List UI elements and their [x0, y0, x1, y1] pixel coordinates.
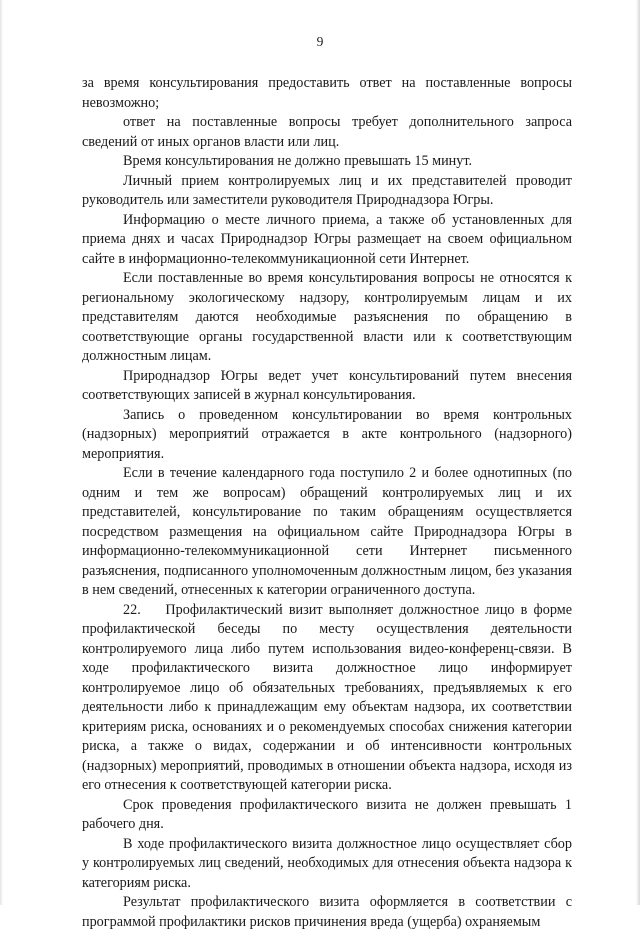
page-number: 9	[316, 34, 324, 49]
paragraph: Личный прием контролируемых лиц и их представителей проводит руководитель или заместители руководителя Природнадзора Югры.	[82, 172, 572, 208]
paragraph: Информацию о месте личного приема, а также об установленных для приема днях и часах Природнадзор Югры размещает на своем официальном сайте в информационно-телекоммуникационной сети Интернет.	[82, 211, 572, 267]
paragraph: за время консультирования предоставить ответ на поставленные вопросы невозможно;	[82, 75, 572, 111]
paragraph: 22. Профилактический визит выполняет должностное лицо в форме профилактической беседы по месту осуществления деятельности контролируемого лица либо путем использования видео-конференц-связи. В ходе профилактического визита должностное лицо информирует контролируемое лицо об обязательных требованиях, предъявляемых к его деятельности либо к принадлежащим ему объектам надзора, их соответствии критериям риска, основаниях и о рекомендуемых способах снижения категории риска, а также о видах, содержании и об интенсивности контрольных (надзорных) мероприятий, проводимых в отношении объекта надзора, исходя из его отнесения к соответствующей категории риска.	[82, 601, 576, 793]
paragraph: Запись о проведенном консультировании во время контрольных (надзорных) мероприятий отражается в акте контрольного (надзорного) мероприятия.	[82, 406, 572, 462]
paragraph: Срок проведения профилактического визита не должен превышать 1 рабочего дня.	[82, 796, 572, 832]
paragraph: Результат профилактического визита оформляется в соответствии с программой профилактики рисков причинения вреда (ущерба) охраняемым	[82, 894, 572, 930]
paragraph: Природнадзор Югры ведет учет консультирований путем внесения соответствующих записей в журнал консультирования.	[82, 367, 572, 403]
paragraph: Если в течение календарного года поступило 2 и более однотипных (по одним и тем же вопросам) обращений контролируемых лиц и их представителей, консультирование по таким обращениям осуществляется посредством размещения на официальном сайте Природнадзора Югры в информационно-телекоммуникационной сети Интернет письменного разъяснения, подписанного уполномоченным должностным лицом, без указания в нем сведений, отнесенных к категории ограниченного доступа.	[82, 465, 572, 598]
page-edge-right	[636, 0, 640, 905]
paragraph: В ходе профилактического визита должностное лицо осуществляет сбор у контролируемых лиц сведений, необходимых для отнесения объекта надзора к категориям риска.	[82, 835, 572, 891]
page-edge-left	[0, 0, 3, 905]
paragraph: Если поставленные во время консультирования вопросы не относятся к региональному экологическому надзору, контролируемым лицам и их представителям даются необходимые разъяснения по обращению в соответствующие органы государственной власти или к соответствующим должностным лицам.	[82, 270, 572, 364]
paragraph: Время консультирования не должно превышать 15 минут.	[123, 153, 473, 169]
document-body	[82, 74, 576, 932]
paragraph: ответ на поставленные вопросы требует дополнительного запроса сведений от иных органов власти или лиц.	[82, 114, 572, 150]
